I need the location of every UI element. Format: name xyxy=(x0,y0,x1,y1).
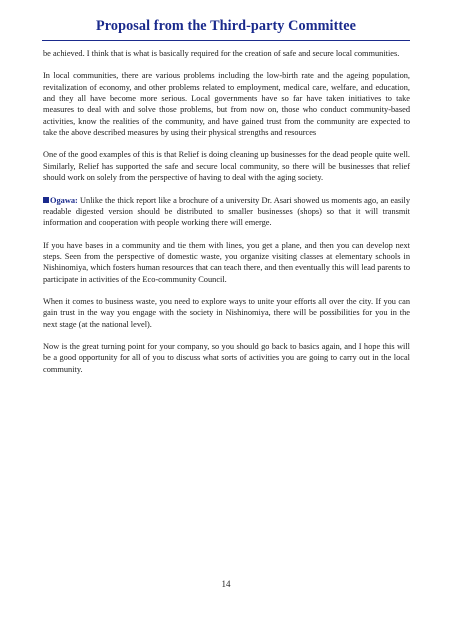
page-number: 14 xyxy=(221,579,231,589)
speaker-name: Ogawa: xyxy=(50,195,78,205)
paragraph-1: be achieved. I think that is what is basically required for the creation of safe and secure local communities. xyxy=(43,49,400,58)
document-body xyxy=(43,48,410,386)
paragraph-7: Now is the great turning point for your company, so you should go back to basics again, and I hope this will be a good opportunity for all of you to discuss what sorts of activities you are going to carry out in the local community. xyxy=(43,342,410,374)
paragraph-6: When it comes to business waste, you need to explore ways to unite your efforts all over the city. If you can gain trust in the way you engage with the society in Nishinomiya, there will be possibilities for you in the next stage (at the national level). xyxy=(43,296,410,329)
paragraph-5: If you have bases in a community and tie them with lines, you get a plane, and then you can develop next steps. Seen from the perspective of domestic waste, you organize visiting classes at elementary schools in Nishinomiya, which fosters human resources that can teach there, and then eventually this will lead parents to participate in activities of the Eco-community Council. xyxy=(43,240,410,284)
paragraph-4-text: Unlike the thick report like a brochure of a university Dr. Asari showed us moments ago, an easily readable digested version should be distributed to smaller businesses (shops) so that it will transmit information and cooperation with people working there will emerge. xyxy=(43,195,410,228)
square-bullet-icon xyxy=(43,197,49,203)
paragraph-2: In local communities, there are various problems including the low-birth rate and the ageing population, revitalization of economy, and other problems related to employment, medical care, welfare, and education, and they all have become more serious. Local governments have so far have taken initiatives to take measures to deal with and solve those problems, but from now on, those who conduct community-based activities, know the realities of the community, and have gained trust from the community are expected to take the above described measures by using their physical strengths and resources xyxy=(43,71,410,137)
page-title: Proposal from the Third-party Committee xyxy=(95,18,357,34)
paragraph-3: One of the good examples of this is that Relief is doing cleaning up businesses for the dead people quite well. Similarly, Relief has supported the safe and secure local community, so there will be businesses that relief should work on solely from the perspective of having to deal with the aging society. xyxy=(43,150,410,183)
paragraph-4 xyxy=(43,195,410,229)
title-divider xyxy=(42,40,410,41)
